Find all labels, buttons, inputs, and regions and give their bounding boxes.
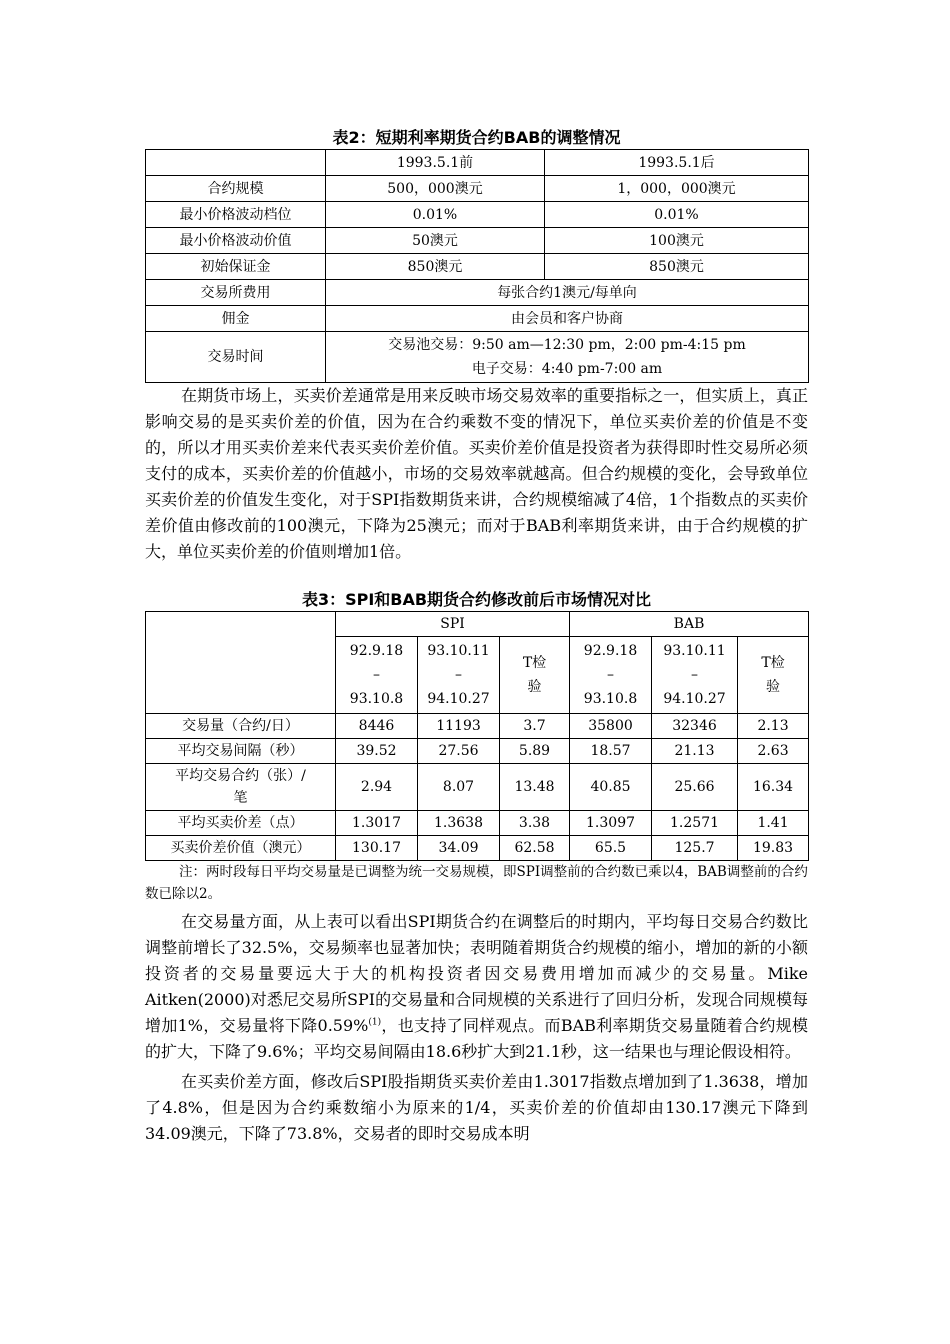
table-cell: 850澳元 [545, 254, 809, 280]
table-cell [146, 150, 326, 176]
table-row [146, 254, 809, 280]
period-end: 93.10.8 [583, 691, 638, 707]
table-row [146, 612, 809, 637]
table-cell: 62.58 [500, 836, 570, 861]
table-cell: 2.13 [738, 714, 809, 739]
table-cell: 1，000，000澳元 [545, 176, 809, 202]
table3-note: 注：两时段每日平均交易量是已调整为统一交易规模，即SPI调整前的合约数已乘以4，BAB调整前的合约数已除以2。 [145, 864, 808, 902]
paragraph-1: 在期货市场上，买卖价差通常是用来反映市场交易效率的重要指标之一，但实质上，真正影响交易的是买卖价差的价值，因为在合约乘数不变的情况下，单位买卖价差的价值是不变的，所以才用买卖价差来代表买卖价差价值。买卖价差价值是投资者为获得即时性交易所必须支付的成本，买卖价差的价值越小，市场的交易效率就越高。但合约规模的变化，会导致单位买卖价差的价值发生变化，对于SPI指数期货来讲，合约规模缩减了4倍，1个指数点的买卖价差价值由修改前的100澳元，下降为25澳元；而对于BAB利率期货来讲，由于合约规模的扩大，单位买卖价差的价值则增加1倍。 [145, 386, 808, 561]
row-label [146, 764, 336, 811]
table-cell: 1993.5.1后 [545, 150, 809, 176]
table-row [146, 150, 809, 176]
period-dash: – [373, 667, 380, 683]
table-cell [326, 332, 809, 383]
table-cell: 125.7 [652, 836, 738, 861]
table-cell: 40.85 [570, 764, 652, 811]
table-row [146, 764, 809, 811]
trading-hours-pit: 交易池交易：9:50 am—12:30 pm，2:00 pm-4:15 pm [388, 337, 746, 353]
table-cell: 25.66 [652, 764, 738, 811]
table-row [146, 306, 809, 332]
table-cell: 1.3017 [336, 811, 418, 836]
t-test-label: 验 [527, 679, 542, 695]
table-cell: 35800 [570, 714, 652, 739]
table-cell: 3.7 [500, 714, 570, 739]
t-test-label: T检 [761, 655, 785, 671]
table-row [146, 202, 809, 228]
table-cell: 39.52 [336, 739, 418, 764]
paragraph-2 [145, 909, 808, 1065]
paragraph-3: 在买卖价差方面，修改后SPI股指期货买卖价差由1.3017指数点增加到了1.3638，增加了4.8%，但是因为合约乘数缩小为原来的1/4，买卖价差的价值却由130.17澳元下降到34.09澳元，下降了73.8%，交易者的即时交易成本明 [145, 1072, 808, 1143]
table-cell: 18.57 [570, 739, 652, 764]
period-header [418, 637, 500, 714]
table-row [146, 811, 809, 836]
row-label: 合约规模 [146, 176, 326, 202]
t-test-label: 验 [766, 679, 781, 695]
table-cell: 5.89 [500, 739, 570, 764]
table-row [146, 739, 809, 764]
table-cell: 11193 [418, 714, 500, 739]
trading-hours-electronic: 电子交易：4:40 pm-7:00 am [471, 361, 663, 377]
period-start: 93.10.11 [427, 643, 490, 659]
table3 [145, 611, 809, 861]
group-header-spi: SPI [336, 612, 570, 637]
table-cell: 13.48 [500, 764, 570, 811]
row-label-line: 笔 [233, 790, 248, 806]
row-label: 交易所费用 [146, 280, 326, 306]
table-cell: 每张合约1澳元/每单向 [326, 280, 809, 306]
group-header-bab: BAB [570, 612, 809, 637]
period-end: 94.10.27 [663, 691, 726, 707]
document-page [145, 0, 808, 1147]
period-header [336, 637, 418, 714]
row-label: 平均买卖价差（点） [146, 811, 336, 836]
table-cell: 850澳元 [326, 254, 545, 280]
period-end: 93.10.8 [349, 691, 404, 707]
period-start: 92.9.18 [349, 643, 404, 659]
table-cell: 1.3097 [570, 811, 652, 836]
table-cell: 1.3638 [418, 811, 500, 836]
table-cell: 0.01% [326, 202, 545, 228]
period-dash: – [607, 667, 615, 683]
row-label-line: 平均交易合约（张）/ [175, 768, 306, 784]
table-row [146, 332, 809, 383]
t-test-header [500, 637, 570, 714]
table-cell: 65.5 [570, 836, 652, 861]
table-cell: 1993.5.1前 [326, 150, 545, 176]
period-start: 93.10.11 [663, 643, 726, 659]
paragraph-2-text-cont: ，也支持了同样观点。而BAB利率期货交易量随着合约规模的扩大，下降了9.6%；平均交易间隔由18.6秒扩大到21.1秒，这一结果也与理论假设相符。 [145, 1016, 808, 1061]
table-row [146, 836, 809, 861]
table-cell: 500，000澳元 [326, 176, 545, 202]
table-cell: 32346 [652, 714, 738, 739]
footnote-ref: (1) [368, 1017, 382, 1028]
paragraph-2-text: 在交易量方面，从上表可以看出SPI期货合约在调整后的时期内，平均每日交易合约数比调整前增长了32.5%，交易频率也显著加快；表明随着期货合约规模的缩小，增加的新的小额投资者的交易量要远大于大的机构投资者因交易费用增加而减少的交易量。Mike Aitken(2000)对悉尼交易所SPI的交易量和合同规模的关系进行了回归分析，发现合同规模每增加1%，交易量将下降0.59% [145, 912, 808, 1035]
table-cell: 100澳元 [545, 228, 809, 254]
table-cell: 由会员和客户协商 [326, 306, 809, 332]
table-cell: 8446 [336, 714, 418, 739]
table-cell: 1.2571 [652, 811, 738, 836]
table-cell: 3.38 [500, 811, 570, 836]
table-cell: 2.63 [738, 739, 809, 764]
table-cell: 16.34 [738, 764, 809, 811]
row-label: 平均交易间隔（秒） [146, 739, 336, 764]
period-dash: – [455, 667, 462, 683]
row-label: 初始保证金 [146, 254, 326, 280]
row-label: 最小价格波动档位 [146, 202, 326, 228]
row-label: 买卖价差价值（澳元） [146, 836, 336, 861]
table3-caption: 表3：SPI和BAB期货合约修改前后市场情况对比 [301, 590, 652, 609]
period-dash: – [691, 667, 699, 683]
table-row [146, 228, 809, 254]
table-cell: 19.83 [738, 836, 809, 861]
t-test-label: T检 [522, 655, 547, 671]
table-cell: 0.01% [545, 202, 809, 228]
table-cell: 34.09 [418, 836, 500, 861]
table-cell: 27.56 [418, 739, 500, 764]
table-cell: 130.17 [336, 836, 418, 861]
period-header [570, 637, 652, 714]
period-start: 92.9.18 [583, 643, 638, 659]
table-cell: 2.94 [336, 764, 418, 811]
table-cell [146, 612, 336, 714]
table2-caption: 表2：短期利率期货合约BAB的调整情况 [332, 128, 621, 147]
table-cell: 50澳元 [326, 228, 545, 254]
row-label: 交易量（合约/日） [146, 714, 336, 739]
row-label: 最小价格波动价值 [146, 228, 326, 254]
row-label: 佣金 [146, 306, 326, 332]
table2 [145, 149, 809, 383]
table-cell: 1.41 [738, 811, 809, 836]
table-row [146, 714, 809, 739]
period-header [652, 637, 738, 714]
table-cell: 8.07 [418, 764, 500, 811]
table-row [146, 176, 809, 202]
row-label: 交易时间 [146, 332, 326, 383]
table-cell: 21.13 [652, 739, 738, 764]
period-end: 94.10.27 [427, 691, 490, 707]
t-test-header [738, 637, 809, 714]
table-row [146, 280, 809, 306]
